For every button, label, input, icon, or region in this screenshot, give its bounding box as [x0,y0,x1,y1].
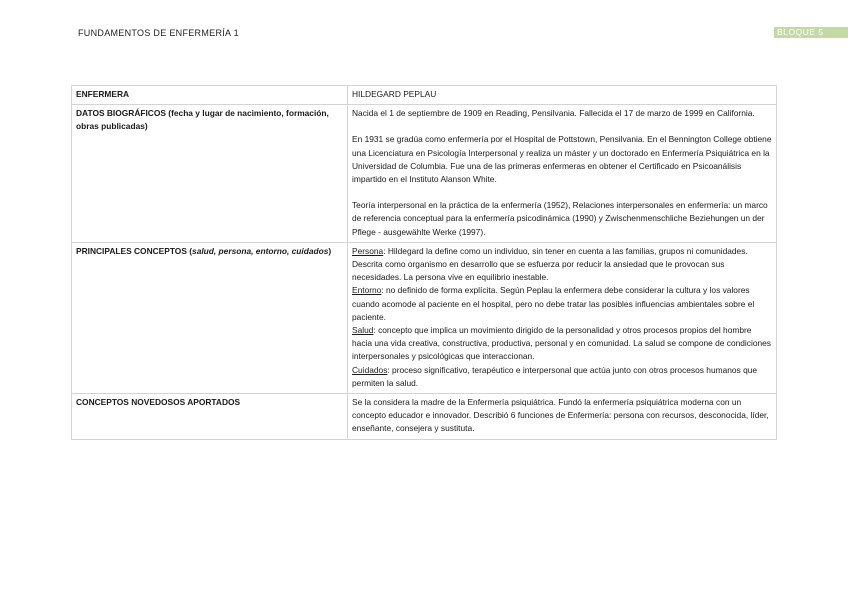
row-label-novel-concepts: CONCEPTOS NOVEDOSOS APORTADOS [72,394,348,440]
document-header-title: FUNDAMENTOS DE ENFERMERÍA 1 [78,28,239,38]
row-label-concepts [72,242,348,393]
section-badge: BLOQUE 5 [774,27,848,38]
info-table [71,85,777,440]
concept-persona [352,245,772,285]
table-row [72,105,777,243]
concept-text: : Hildegard la define como un individuo, sin tener en cuenta a las familias, grupos ni comunidades. Descrita como organismo en desarrollo que se esfuerza por reducir la ansiedad que le provocan sus necesidades. La persona vive en equilibrio inestable. [352,245,748,283]
concept-text: : concepto que implica un movimiento dirigido de la personalidad y otros procesos propios del hombre hacia una vida creativa, constructiva, productiva, personal y en comunidad. La salud se compone de condiciones interpersonales y psicológicas que interaccionan. [352,325,771,362]
row-value-biography [348,105,777,243]
concept-term: Cuidados [352,364,388,375]
birth-paragraph: Nacida el 1 de septiembre de 1909 en Reading, Pensilvania. Fallecida el 17 de marzo de 1999 en California. [352,108,755,119]
concept-term: Entorno [352,285,382,296]
label-main: DATOS BIOGRÁFICOS [76,108,169,119]
table-row [72,242,777,393]
label-main: PRINCIPALES CONCEPTOS [76,245,190,256]
concept-salud [352,324,772,364]
concept-term: Salud [352,325,374,336]
row-value-novel-concepts: Se la considera la madre de la Enfermería psiquiátrica. Fundó la enfermería psiquiátrica moderna con un concepto educador e innovador. Describió 6 funciones de Enfermería: persona con recursos, desconocida, líder, enseñante, consejera y sustituta. [348,394,777,440]
concept-text: : no definido de forma explícita. Según Peplau la enfermera debe considerar la cultura y los valores cuando acomode al paciente en el hospital, pero no debe tratar las posibles influencias ambientales sobre el paciente. [352,285,755,322]
concept-entorno [352,284,772,324]
label-paren-open: ( [189,245,193,256]
row-value-nurse: HILDEGARD PEPLAU [348,86,777,105]
row-value-concepts [348,242,777,393]
label-italic: salud, persona, entorno, cuidados [192,245,329,256]
concept-text: : proceso significativo, terapéutico e interpersonal que actúa junto con otros procesos humanos que permiten la salud. [352,364,758,388]
label-detail: (fecha y lugar de nacimiento, formación, obras publicadas) [76,108,329,132]
publications-paragraph: Teoría interpersonal en la práctica de la enfermería (1952), Relaciones interpersonales en enfermería: un marco de referencia conceptual para la enfermería psicodinámica (1990) y Zwischenmenschliche Beziehungen un der Pflege - ausgewählte Werke (1997). [352,200,768,237]
label-paren-close: ) [328,245,332,256]
row-label-nurse: ENFERMERA [72,86,348,105]
table-row [72,394,777,440]
row-label-biography [72,105,348,243]
concept-term: Persona [352,245,384,256]
education-paragraph: En 1931 se gradúa como enfermería por el Hospital de Pottstown, Pensilvania. En el Bennington College obtiene una Licenciatura en Psicología Interpersonal y realiza un máster y un doctorado en Enfermería Psiquiátrica en la Universidad de Columbia. Fue una de las primeras enfermeras en obtener el Certificado en Psicoanálisis impartido en el Instituto Alanson White. [352,134,772,185]
table-row [72,86,777,105]
concept-cuidados [352,364,772,390]
